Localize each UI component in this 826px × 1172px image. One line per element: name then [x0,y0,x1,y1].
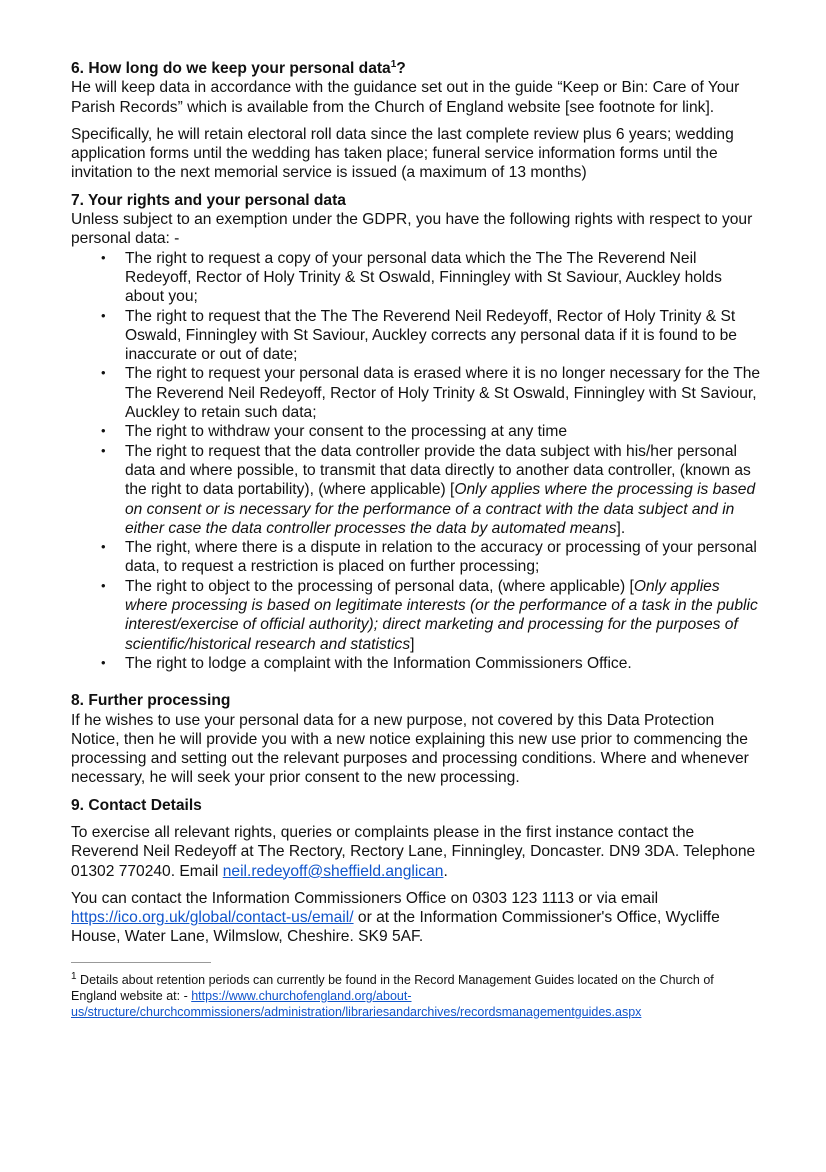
ico-link[interactable]: https://ico.org.uk/global/contact-us/email/ [71,909,354,927]
list-item: • The right to lodge a complaint with the Information Commissioners Office. [101,654,632,672]
footnote-mark: 1 [71,970,77,982]
footnote-ref[interactable]: 1 [390,58,397,70]
section-7-heading: 7. Your rights and your personal data [71,191,346,209]
list-item: • The right to request a copy of your personal data which the The The Reverend Neil Redeyoff, Rector of Holy Trinity & St Oswald, Finningley with St Saviour, Auckley holds about you; [101,249,722,306]
section-6-paragraph-1: He will keep data in accordance with the guidance set out in the guide “Keep or Bin: Care of Your Parish Records” which is available from the Church of England website [see footnote for link]. [71,79,740,116]
section-7-intro: Unless subject to an exemption under the GDPR, you have the following rights with respect to your personal data: - [71,211,753,248]
list-item: • The right, where there is a dispute in relation to the accuracy or processing of your personal data, to request a restriction is placed on further processing; [101,539,757,576]
rights-list [71,249,761,674]
bullet-icon: • [101,577,106,593]
section-8-paragraph: If he wishes to use your personal data for a new purpose, not covered by this Data Protection Notice, then he will provide you with a new notice explaining this new use prior to commencing the processing and setting out the relevant purposes and processing conditions. Where and whenever necessary, he will seek your prior consent to the new processing. [71,711,749,787]
bullet-icon: • [101,423,106,439]
section-6-heading: 6. How long do we keep your personal data$^1$? [71,58,406,77]
list-item: • The right to request your personal data is erased where it is no longer necessary for the The The Reverend Neil Redeyoff, Rector of Holy Trinity & St Oswald, Finningley with St Saviour, Auckley to retain such data; [101,365,761,422]
bullet-icon: • [101,307,106,323]
contact-paragraph: To exercise all relevant rights, queries or complaints please in the first instance contact the Reverend Neil Redeyoff at The Rectory, Rectory Lane, Finningley, Doncaster. DN9 3DA. Telephone 01302 770240. Email neil.redeyoff@sheffield.anglican. [71,823,756,880]
bullet-icon: • [101,249,106,265]
document-page [71,59,761,1020]
list-item: • The right to request that the data controller provide the data subject with his/her personal data and where possible, to transmit that data directly to another data controller, (known as the right to data portability), (where applicable) [Only applies where the processing is based on consent or is necessary for the performance of a contract with the data subject and in either case the data controller processes the data by automated means]. [101,442,756,537]
footnote: $^1$ Details about retention periods can currently be found in the Record Management Guides located on the Church of England website at: - https://www.churchofengland.org/about-us/structure/churchcommissioners/administration/librariesandarchives/recordsmanagementguides.aspx [71,970,714,1019]
ico-paragraph: You can contact the Information Commissioners Office on 0303 123 1113 or via email https://ico.org.uk/global/contact-us/email/ or at the Information Commissioner's Office, Wycliffe House, Water Lane, Wilmslow, Cheshire. SK9 5AF. [71,889,720,946]
section-8-heading: 8. Further processing [71,692,231,710]
list-item: • The right to withdraw your consent to the processing at any time [101,423,568,441]
section-6-paragraph-2: Specifically, he will retain electoral roll data since the last complete review plus 6 years; wedding application forms until the wedding has taken place; funeral service information forms until the invitation to the next memorial service is issued (a maximum of 13 months) [71,125,734,182]
section-9-heading: 9. Contact Details [71,796,202,814]
email-link[interactable]: neil.redeyoff@sheffield.anglican [222,862,444,880]
bullet-icon: • [101,442,106,458]
bullet-icon: • [101,654,106,670]
footnote-link[interactable]: https://www.churchofengland.org/about-us/structure/churchcommissioners/administration/librariesandarchives/recordsmanagementguides.aspx [71,988,642,1019]
list-item: • The right to request that the The The Reverend Neil Redeyoff, Rector of Holy Trinity & St Oswald, Finningley with St Saviour, Auckley corrects any personal data if it is found to be inaccurate or out of date; [101,307,737,364]
footnote-divider [71,962,211,963]
bullet-icon: • [101,539,106,555]
list-item: • The right to object to the processing of personal data, (where applicable) [Only applies where processing is based on legitimate interests (or the performance of a task in the public interest/exercise of official authority); direct marketing and processing for the purposes of scientific/historical research and statistics] [101,577,758,653]
bullet-icon: • [101,365,106,381]
